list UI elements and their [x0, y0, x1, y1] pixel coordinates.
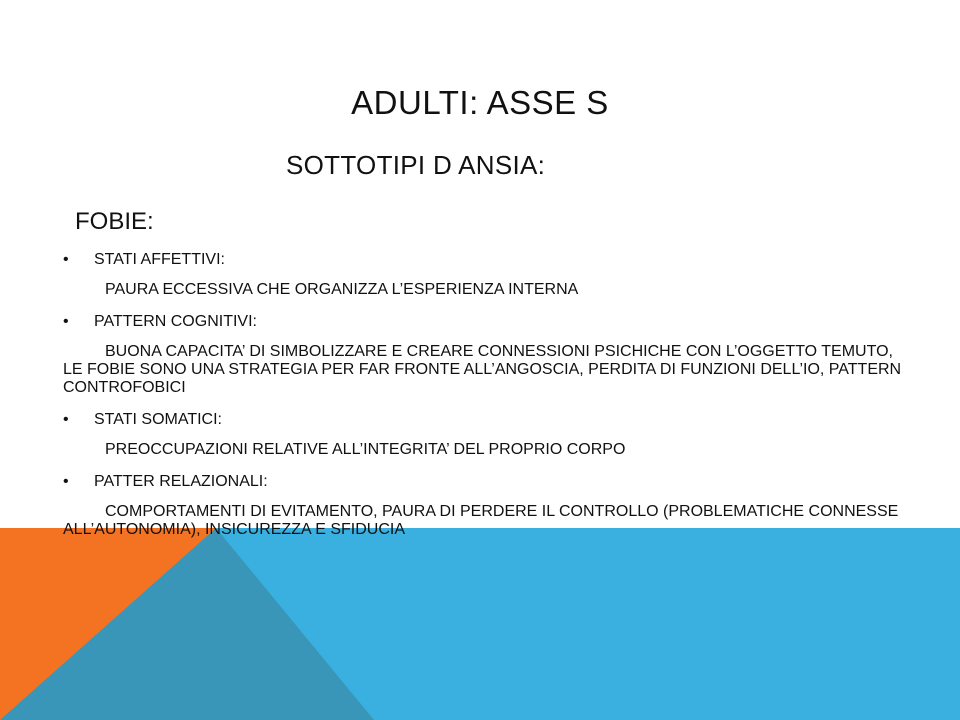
bullet-item-label: • STATI SOMATICI: — [63, 410, 913, 430]
slide-content — [63, 208, 913, 552]
bullet-item-detail: PAURA ECCESSIVA CHE ORGANIZZA L’ESPERIENZA INTERNA — [105, 281, 579, 298]
bullet-list — [63, 472, 913, 492]
bullet-item-detail: BUONA CAPACITA’ DI SIMBOLIZZARE E CREARE CONNESSIONI PSICHICHE CON L’OGGETTO TEMUTO, LE FOBIE SONO UNA STRATEGIA PER FAR FRONTE ALL’ANGOSCIA, PERDITA DI FUNZIONI DELL’IO, PATTERN CONTROFOBICI — [63, 343, 902, 396]
bullet-item-detail: PREOCCUPAZIONI RELATIVE ALL’INTEGRITA’ DEL PROPRIO CORPO — [105, 441, 626, 458]
slide-subtitle: SOTTOTIPI D ANSIA: — [286, 150, 546, 180]
bullet-list — [63, 250, 913, 270]
bullet-list — [63, 312, 913, 332]
bullet-item-label: • STATI AFFETTIVI: — [63, 250, 913, 270]
section-heading: FOBIE: — [75, 208, 154, 235]
bullet-item-label: • PATTER RELAZIONALI: — [63, 472, 913, 492]
bullet-item-label: • PATTERN COGNITIVI: — [63, 312, 913, 332]
slide-title: ADULTI: ASSE S — [351, 84, 609, 121]
bullet-item-detail: COMPORTAMENTI DI EVITAMENTO, PAURA DI PERDERE IL CONTROLLO (PROBLEMATICHE CONNESSE ALL’AUTONOMIA), INSICUREZZA E SFIDUCIA — [63, 503, 899, 538]
bullet-list — [63, 410, 913, 430]
